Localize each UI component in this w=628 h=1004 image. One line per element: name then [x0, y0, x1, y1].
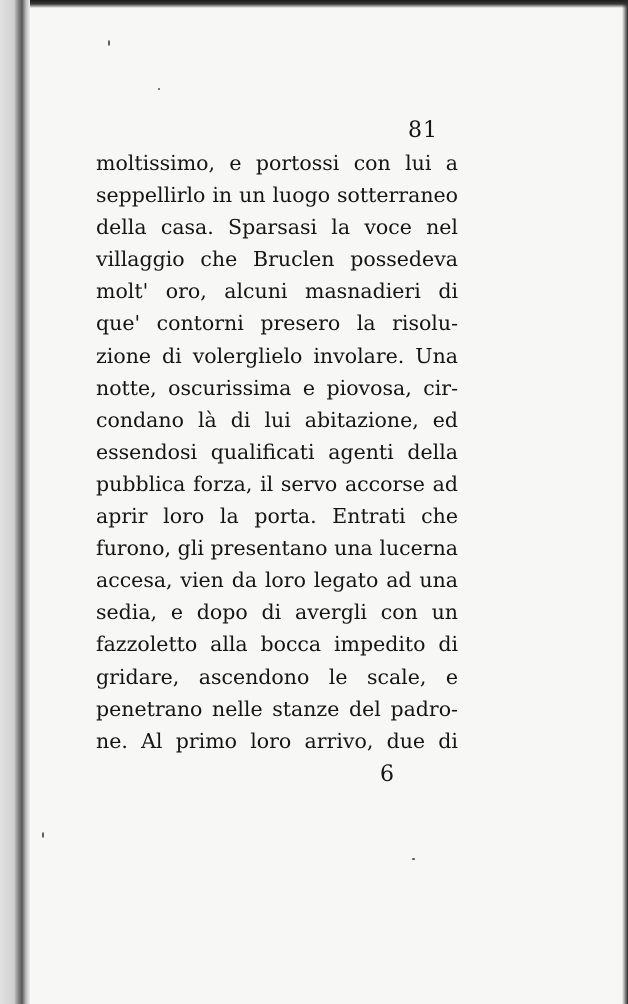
- text-line: gridare, ascendono le scale, e: [96, 664, 458, 689]
- text-line: moltissimo, e portossi con lui a: [96, 151, 458, 175]
- text-line: aprir loro la porta. Entrati che: [96, 504, 458, 529]
- signature-mark: 6: [380, 762, 394, 787]
- page-binding-gutter: [0, 0, 30, 1004]
- text-line: fazzoletto alla bocca impedito di: [96, 632, 458, 657]
- text-line: della casa. Sparsasi la voce nel: [96, 215, 458, 240]
- text-line: ne. Al primo loro arrivo, due di: [96, 728, 458, 753]
- text-line: penetrano nelle stanze del padro-: [96, 696, 458, 721]
- text-line: notte, oscurissima e piovosa, cir-: [96, 375, 458, 400]
- text-line: seppellirlo in un luogo sotterraneo: [96, 183, 458, 208]
- text-line: essendosi qualificati agenti della: [96, 439, 458, 464]
- paper-speck: [158, 88, 160, 90]
- paper-speck: [412, 858, 415, 860]
- text-line: furono, gli presentano una lucerna: [96, 536, 458, 561]
- text-line: que' contorni presero la risolu-: [96, 311, 458, 336]
- text-line: condano là di lui abitazione, ed: [96, 407, 458, 432]
- text-line: molt' oro, alcuni masnadieri di: [96, 279, 458, 304]
- text-line: pubblica forza, il servo accorse ad: [96, 471, 458, 496]
- page-number: 81: [408, 118, 438, 143]
- text-line: villaggio che Bruclen possedeva: [96, 247, 458, 272]
- page-right-edge-shadow: [622, 0, 628, 1004]
- body-text: [96, 147, 458, 757]
- page-top-edge-shadow: [0, 0, 628, 8]
- paper-speck: [108, 40, 110, 46]
- text-line: sedia, e dopo di avergli con un: [96, 600, 458, 625]
- text-line: accesa, vien da loro legato ad una: [96, 568, 458, 593]
- text-line: zione di volerglielo involare. Una: [96, 343, 458, 368]
- paper-speck: [42, 832, 44, 838]
